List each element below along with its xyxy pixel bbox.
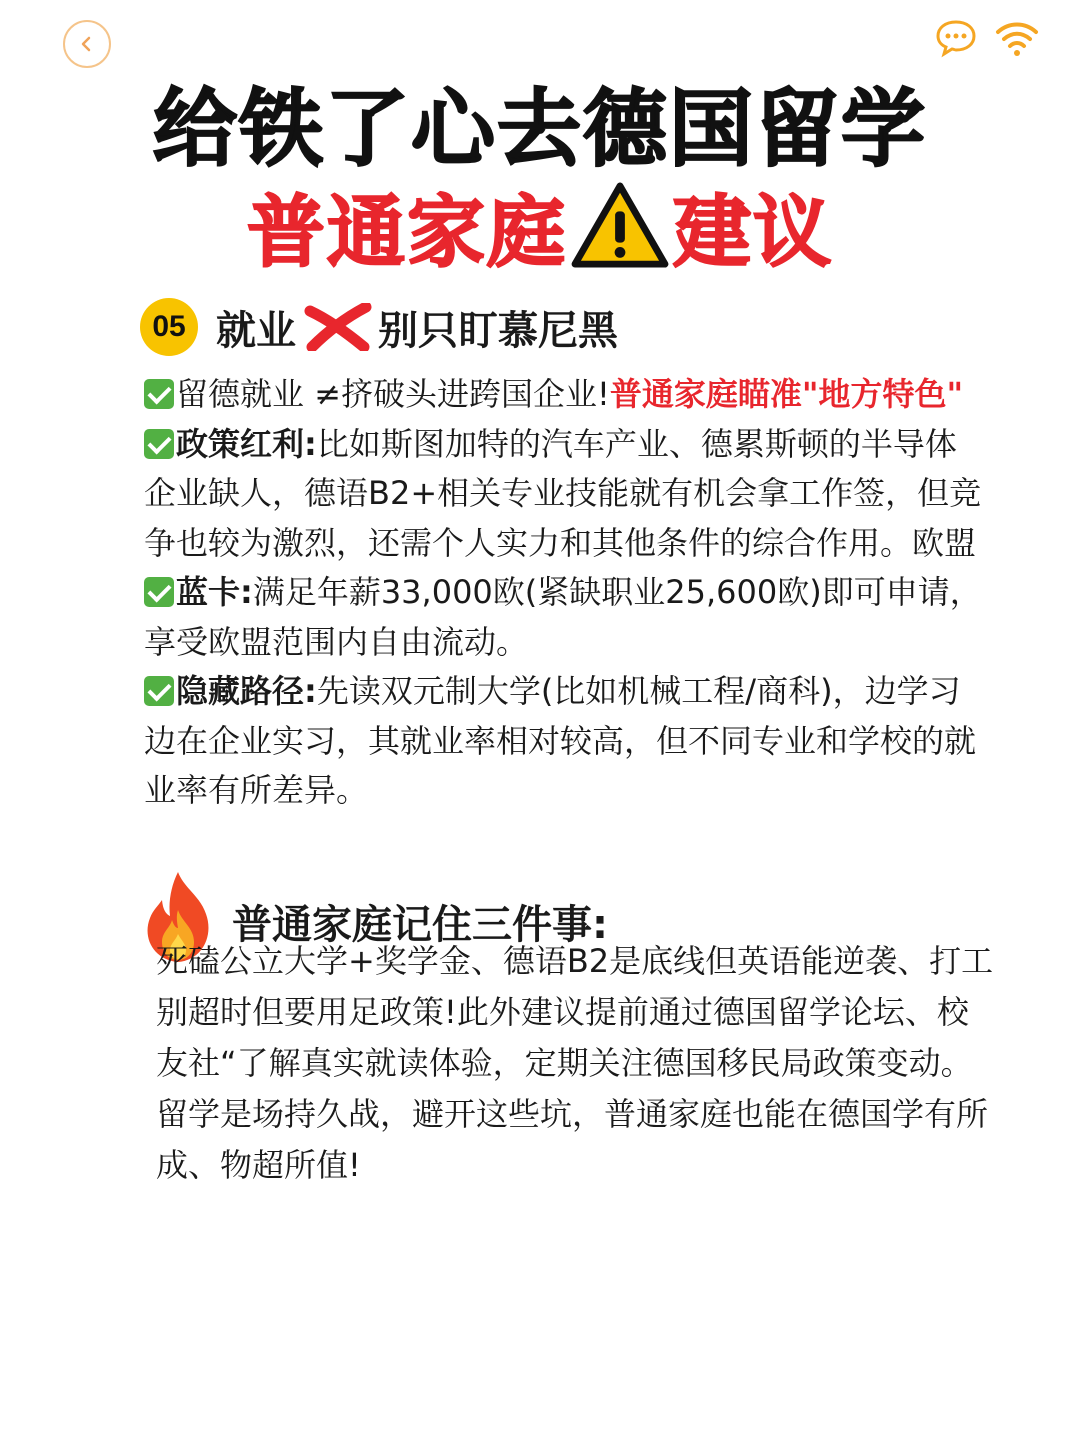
bullet-2-line1: 比如斯图加特的汽车产业、德累斯顿的半导体	[316, 424, 957, 463]
section-heading	[140, 298, 618, 356]
bullet-1-highlight: 普通家庭瞄准"地方特色"	[609, 375, 964, 413]
bullet-4-line2: 边在企业实习，其就业率相对较高，但不同专业和学校的就	[144, 721, 977, 760]
summary-line-1: 死磕公立大学+奖学金、德语B2是底线但英语能逆袭、打工	[156, 942, 994, 980]
top-right-actions	[934, 18, 1040, 58]
summary-title: 普通家庭记住三件事:	[232, 901, 608, 948]
warning-icon	[571, 182, 669, 270]
page-title: 给铁了心去德国留学	[152, 80, 927, 178]
bullet-4-line1: 先读双元制大学(比如机械工程/商科)，边学习	[316, 672, 961, 710]
cross-icon	[302, 303, 372, 351]
summary-line-3: 友社“了解真实就读体验，定期关注德国移民局政策变动。	[156, 1044, 973, 1082]
bullet-3-line2: 享受欧盟范围内自由流动。	[144, 622, 529, 661]
bullet-2-label: 政策红利:	[176, 424, 317, 463]
check-icon	[144, 577, 174, 607]
section-title-part-b: 别只盯慕尼黑	[378, 307, 618, 354]
chevron-left-icon	[77, 34, 97, 54]
summary-line-2: 别超时但要用足政策!此外建议提前通过德国留学论坛、校	[156, 993, 969, 1031]
bullet-list	[144, 370, 1004, 816]
bullet-item-1	[144, 370, 1004, 420]
subtitle-part-a: 普通家庭	[246, 188, 567, 278]
bullet-item-3	[144, 568, 1004, 618]
check-icon	[144, 379, 174, 409]
bullet-item-2	[144, 420, 1004, 470]
check-icon	[144, 676, 174, 706]
wifi-icon	[994, 18, 1040, 58]
page-subtitle	[0, 170, 1080, 282]
back-button[interactable]	[63, 20, 111, 68]
section-title	[216, 299, 618, 356]
bullet-3-line1: 满足年薪33,000欧(紧缺职业25,600欧)即可申请，	[252, 573, 982, 611]
section-number-badge: 05	[140, 298, 198, 356]
bullet-2-line3: 争也较为激烈，还需个人实力和其他条件的综合作用。欧盟	[144, 523, 977, 562]
subtitle-part-b: 建议	[673, 188, 834, 278]
bullet-4-label: 隐藏路径:	[176, 672, 317, 710]
bullet-item-4	[144, 667, 1004, 717]
summary-line-4: 留学是场持久战，避开这些坑，普通家庭也能在德国学有所	[156, 1095, 989, 1133]
chat-bubble-icon[interactable]	[934, 18, 978, 58]
check-icon	[144, 429, 174, 459]
bullet-3-label: 蓝卡:	[176, 573, 253, 611]
bullet-2-line2: 企业缺人，德语B2+相关专业技能就有机会拿工作签，但竞	[144, 474, 982, 512]
summary-paragraph	[156, 936, 1026, 1191]
section-title-part-a: 就业	[216, 307, 296, 354]
summary-line-5: 成、物超所值!	[156, 1146, 361, 1184]
bullet-1-text: 留德就业 ≠挤破头进跨国企业!	[176, 375, 610, 413]
bullet-4-line3: 业率有所差异。	[144, 771, 369, 809]
